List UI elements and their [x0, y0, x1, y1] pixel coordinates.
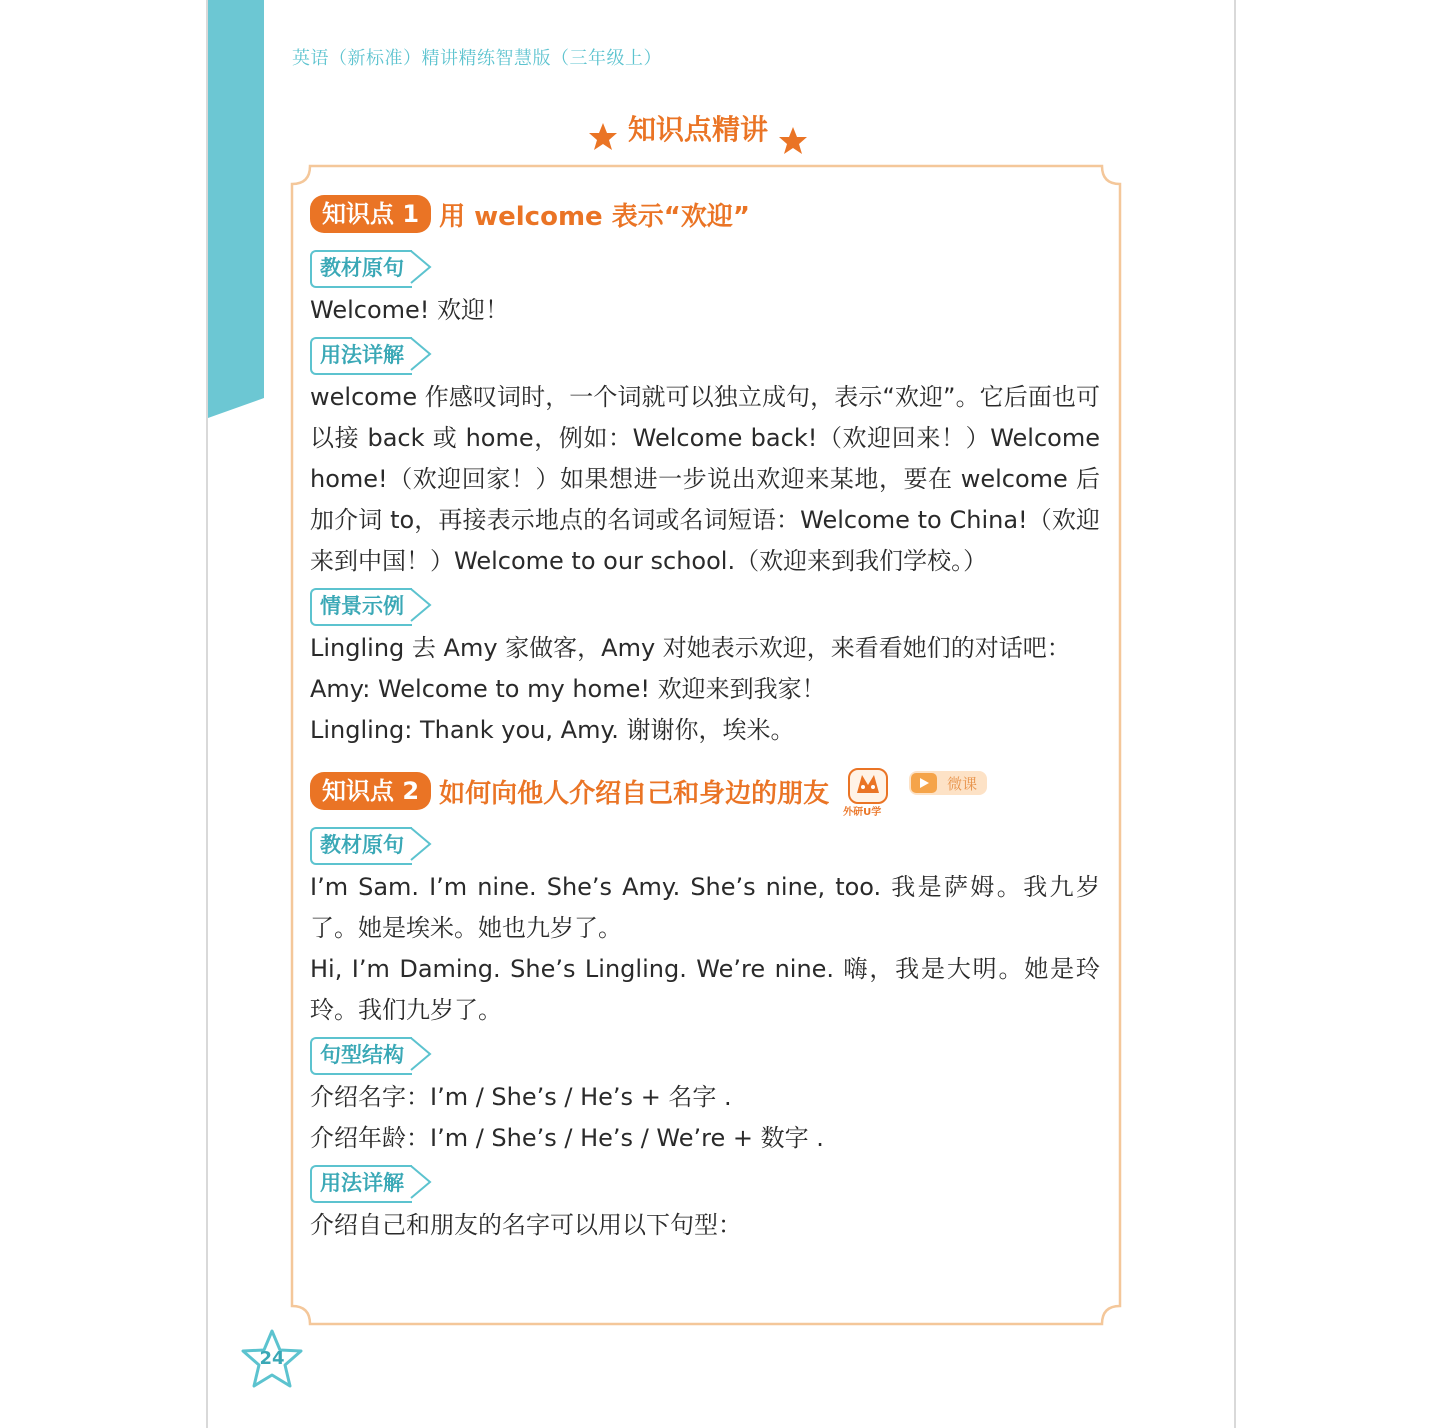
kp2-structure1: 介绍名字：I’m / She’s / He’s + 名字 .	[310, 1083, 732, 1111]
micro-lesson-label: 微课	[947, 775, 978, 793]
tag-arrow-icon	[410, 1037, 432, 1071]
running-head: 英语（新标准）精讲精练智慧版（三年级上）	[292, 48, 662, 69]
micro-lesson-button[interactable]	[909, 769, 987, 801]
tag-arrow-icon	[410, 588, 432, 622]
kp1-tag-scene-wrap	[310, 582, 1100, 628]
kp1-tag-source	[310, 250, 412, 288]
page-number: 24	[259, 1348, 285, 1369]
kp2-title: 如何向他人介绍自己和身边的朋友	[439, 778, 830, 809]
app-icon-label: 外研U学	[843, 807, 882, 818]
section-title-box	[588, 104, 808, 156]
kp2-usage-text: 介绍自己和朋友的名字可以用以下句型：	[310, 1211, 742, 1239]
kp1-tag-usage-wrap	[310, 331, 1100, 377]
tag-arrow-icon	[410, 337, 432, 371]
kp2-structure2: 介绍年龄：I’m / She’s / He’s / We’re + 数字 .	[310, 1124, 824, 1152]
star-right-icon	[778, 126, 808, 156]
kp1-tag-source-wrap	[310, 244, 1100, 290]
star-left-icon	[588, 122, 618, 152]
tag-arrow-icon	[410, 827, 432, 861]
kp2-tag-structure	[310, 1037, 412, 1075]
tag-label: 用法详解	[320, 1171, 404, 1195]
kp2-tag-source	[310, 827, 412, 865]
kp1-badge: 知识点 1	[310, 195, 431, 233]
tag-label: 教材原句	[320, 256, 404, 280]
kp1-tag-scene	[310, 588, 412, 626]
kp2-source-text1: I’m Sam. I’m nine. She’s Amy. She’s nine, too. 我是萨姆。我九岁了。她是埃米。她也九岁了。	[310, 873, 1100, 942]
kp1-title: 用 welcome 表示“欢迎”	[439, 201, 750, 232]
kp2-source-text2: Hi, I’m Daming. She’s Lingling. We’re nine. 嗨，我是大明。她是玲玲。我们九岁了。	[310, 955, 1100, 1024]
app-icon[interactable]	[845, 767, 891, 819]
fox-app-icon	[845, 767, 891, 805]
tag-arrow-icon	[410, 250, 432, 284]
kp1-header	[310, 192, 1100, 236]
side-color-band	[208, 0, 264, 420]
kp2-tag-usage-wrap	[310, 1159, 1100, 1205]
kp1-scene-line1: Amy: Welcome to my home! 欢迎来到我家！	[310, 675, 826, 703]
tag-label: 教材原句	[320, 833, 404, 857]
kp2-tag-structure-wrap	[310, 1031, 1100, 1077]
kp1-scene-intro: Lingling 去 Amy 家做客，Amy 对她表示欢迎，来看看她们的对话吧：	[310, 634, 1071, 662]
tag-label: 句型结构	[320, 1043, 404, 1067]
tag-arrow-icon	[410, 1165, 432, 1199]
kp2-badge: 知识点 2	[310, 772, 431, 810]
kp2-tag-usage	[310, 1165, 412, 1203]
kp1-source-text: Welcome! 欢迎！	[310, 296, 510, 324]
tag-label: 情景示例	[320, 594, 404, 618]
tag-label: 用法详解	[320, 343, 404, 367]
section-title: 知识点精讲	[627, 113, 768, 146]
kp1-tag-usage	[310, 337, 412, 375]
kp2-header	[310, 769, 1100, 818]
content-area	[310, 192, 1100, 1246]
kp1-scene-line2: Lingling: Thank you, Amy. 谢谢你，埃米。	[310, 716, 795, 744]
kp1-usage-text: welcome 作感叹词时，一个词就可以独立成句，表示“欢迎”。它后面也可以接 back 或 home，例如：Welcome back!（欢迎回来！）Welcome home!（欢迎回家！）如果想进一步说出欢迎来某地，要在 welcome 后加介词 to，再接表示地点的名词或名词短语：Welcome to China!（欢迎来到中国！）Welcome to our school.（欢迎来到我们学校。）	[310, 383, 1100, 575]
kp2-tag-source-wrap	[310, 821, 1100, 867]
